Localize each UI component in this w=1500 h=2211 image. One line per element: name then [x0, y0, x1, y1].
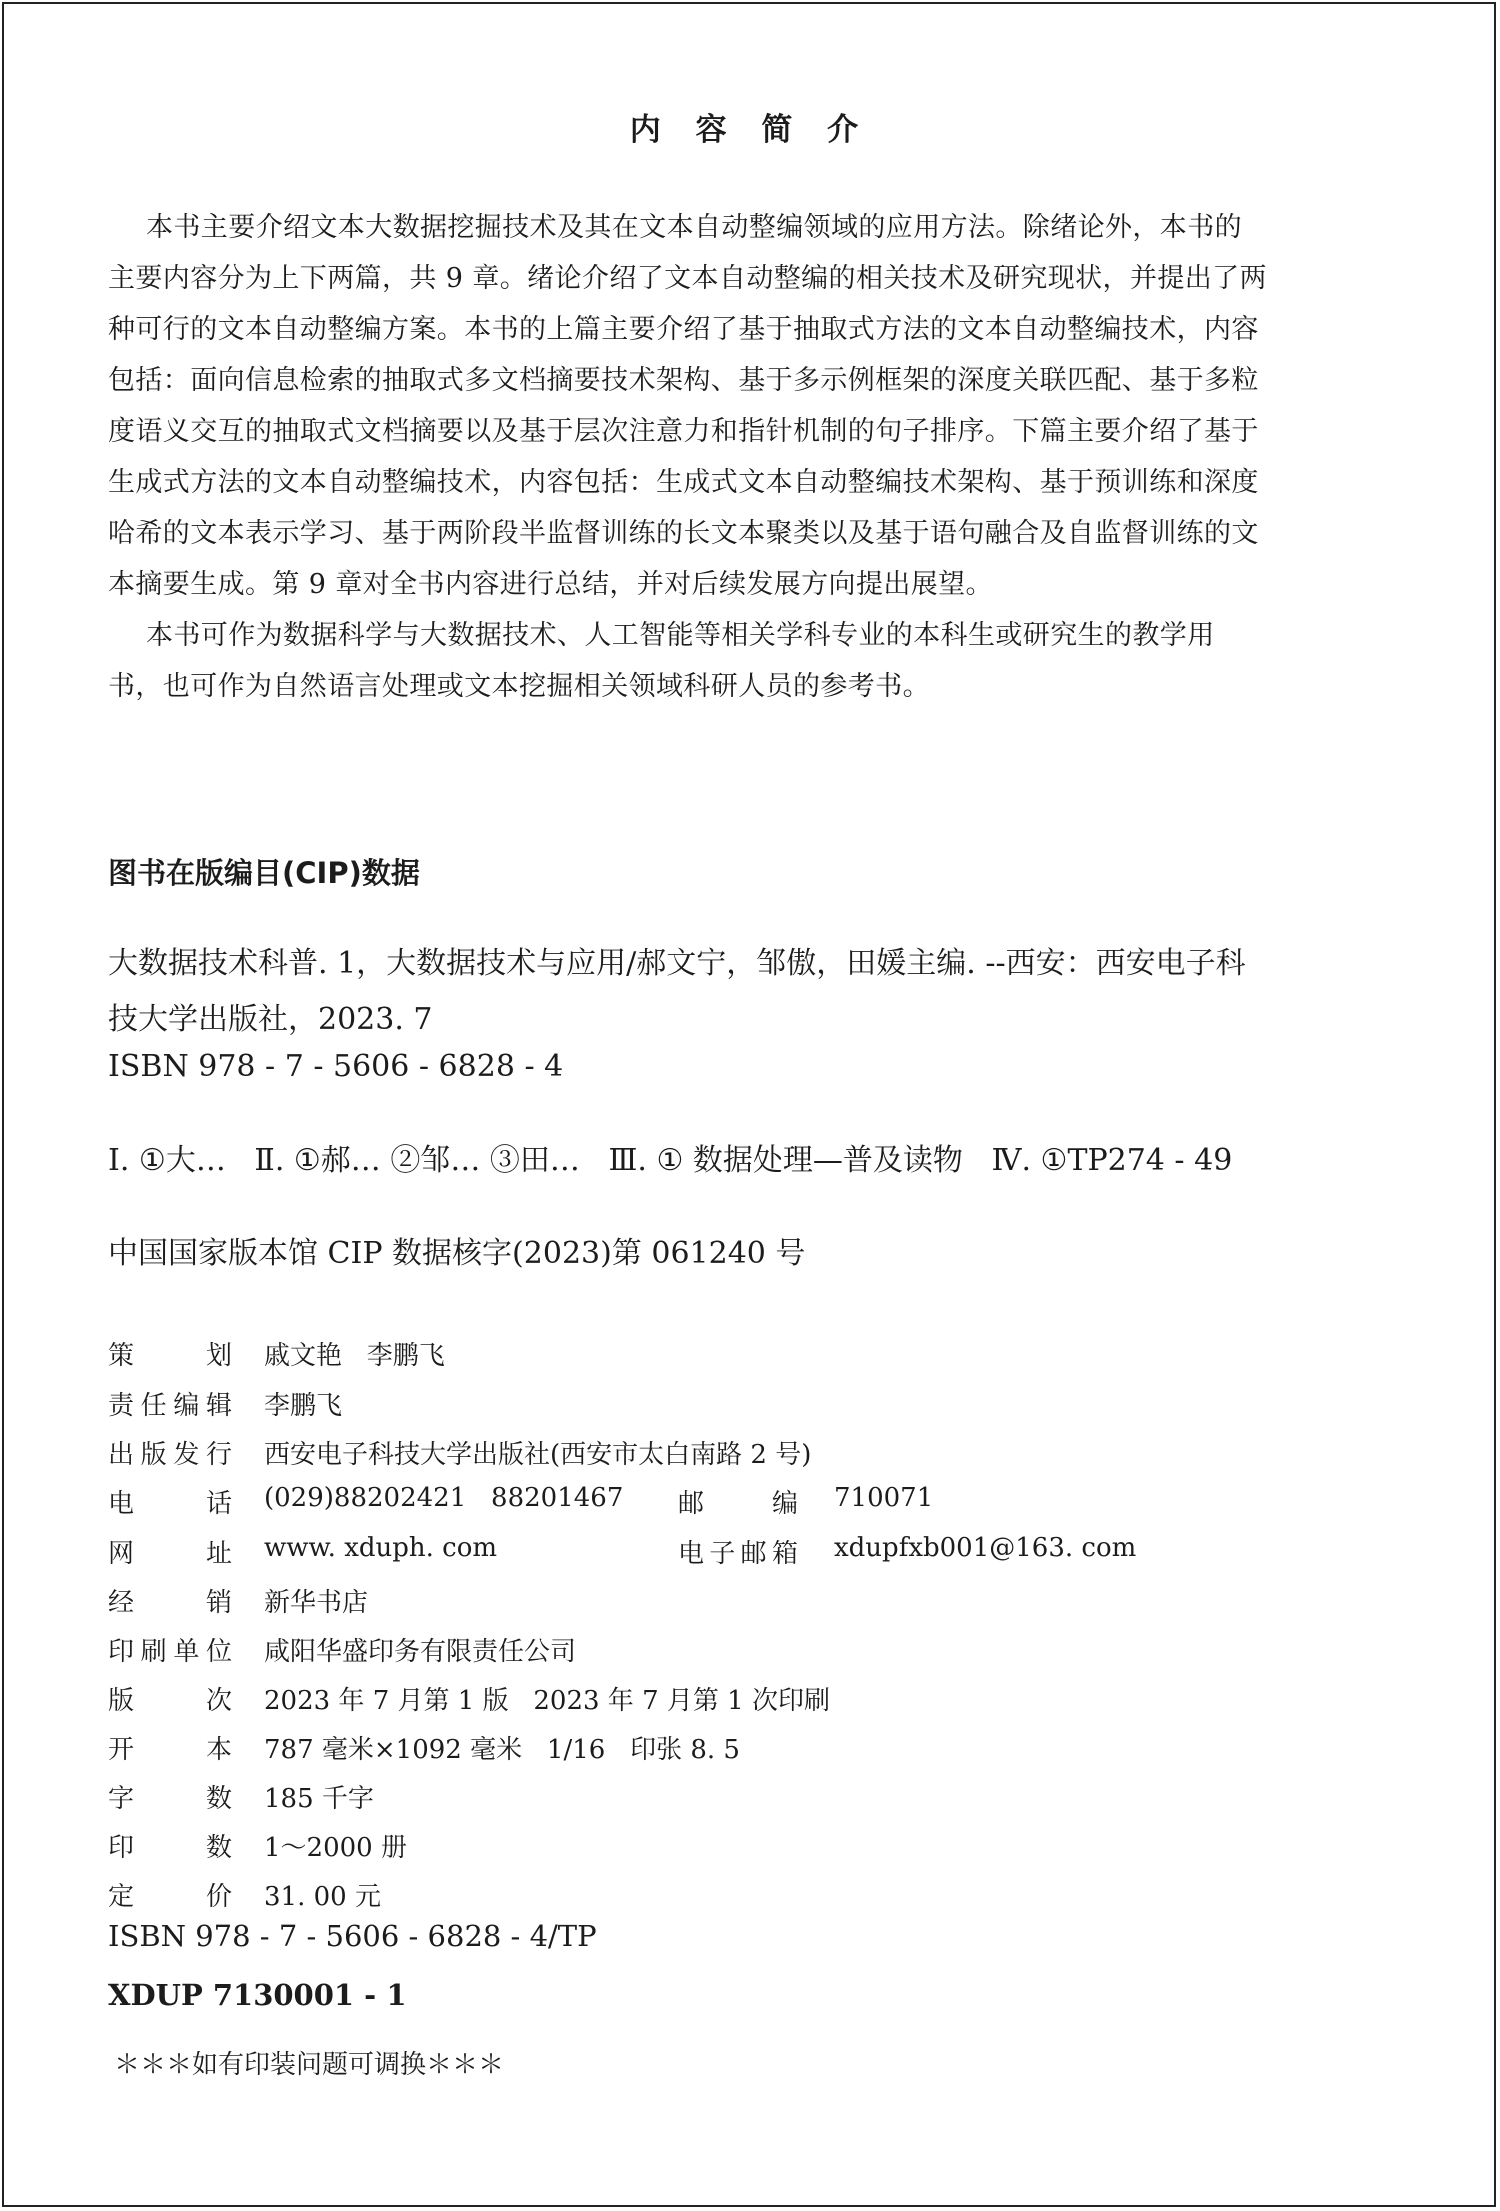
cip-bibliographic-line: 技大学出版社，2023. 7	[108, 1002, 433, 1037]
phone-label: 电话	[108, 1489, 232, 1519]
intro-line: 本书主要介绍文本大数据挖掘技术及其在文本自动整编领域的应用方法。除绪论外，本书的	[146, 212, 1242, 243]
print-defect-notice: ＊＊＊如有印装问题可调换＊＊＊	[114, 2050, 505, 2080]
cip-isbn: ISBN 978 - 7 - 5606 - 6828 - 4	[108, 1049, 564, 1084]
intro-line: 包括：面向信息检索的抽取式多文档摘要技术架构、基于多示例框架的深度关联匹配、基于多粒	[108, 365, 1259, 396]
intro-line: 哈希的文本表示学习、基于两阶段半监督训练的长文本聚类以及基于语句融合及自监督训练的文	[108, 518, 1259, 549]
postcode-value: 710071	[834, 1483, 934, 1513]
phone-value: (029)88202421 88201467	[264, 1483, 624, 1513]
price-value: 31. 00 元	[264, 1882, 381, 1912]
edition-value: 2023 年 7 月第 1 版 2023 年 7 月第 1 次印刷	[264, 1686, 830, 1716]
editor-label: 责任编辑	[108, 1391, 232, 1421]
edition-label: 版次	[108, 1686, 232, 1716]
distributor-label: 经销	[108, 1588, 232, 1618]
intro-title: 内 容 简 介	[629, 112, 871, 148]
cip-bibliographic-line: 大数据技术科普. 1，大数据技术与应用/郝文宁，邹傲，田媛主编. --西安：西安电子科	[108, 946, 1246, 981]
postcode-label: 邮编	[678, 1489, 798, 1519]
email-value: xdupfxb001@163. com	[834, 1533, 1137, 1563]
email-label: 电子邮箱	[678, 1539, 798, 1569]
cip-record-number: 中国国家版本馆 CIP 数据核字(2023)第 061240 号	[108, 1236, 806, 1271]
printer-value: 咸阳华盛印务有限责任公司	[264, 1637, 577, 1667]
website-value: www. xduph. com	[264, 1533, 498, 1563]
printrun-value: 1～2000 册	[264, 1833, 407, 1863]
format-label: 开本	[108, 1735, 232, 1765]
intro-line: 主要内容分为上下两篇，共 9 章。绪论介绍了文本自动整编的相关技术及研究现状，并提出了两	[108, 263, 1267, 294]
wordcount-label: 字数	[108, 1784, 232, 1814]
printer-label: 印刷单位	[108, 1637, 232, 1667]
intro-line: 本摘要生成。第 9 章对全书内容进行总结，并对后续发展方向提出展望。	[108, 569, 993, 600]
intro-line: 种可行的文本自动整编方案。本书的上篇主要介绍了基于抽取式方法的文本自动整编技术，内容	[108, 314, 1259, 345]
printrun-label: 印数	[108, 1833, 232, 1863]
distributor-value: 新华书店	[264, 1588, 369, 1618]
wordcount-value: 185 千字	[264, 1784, 374, 1814]
planner-label: 策划	[108, 1341, 232, 1371]
intro-line: 本书可作为数据科学与大数据技术、人工智能等相关学科专业的本科生或研究生的教学用	[146, 620, 1215, 651]
format-value: 787 毫米×1092 毫米 1/16 印张 8. 5	[264, 1735, 740, 1765]
cip-classification: Ⅰ. ①大… Ⅱ. ①郝… ②邹… ③田… Ⅲ. ① 数据处理—普及读物 Ⅳ. ①TP274 - 49	[108, 1143, 1233, 1178]
intro-line: 度语义交互的抽取式文档摘要以及基于层次注意力和指针机制的句子排序。下篇主要介绍了基于	[108, 416, 1259, 447]
intro-line: 生成式方法的文本自动整编技术，内容包括：生成式文本自动整编技术架构、基于预训练和深度	[108, 467, 1259, 498]
website-label: 网址	[108, 1539, 232, 1569]
publisher-label: 出版发行	[108, 1440, 232, 1470]
isbn-full: ISBN 978 - 7 - 5606 - 6828 - 4/TP	[108, 1919, 597, 1953]
xdup-code: XDUP 7130001 - 1	[108, 1978, 407, 2012]
editor-value: 李鹏飞	[264, 1391, 343, 1421]
cip-heading: 图书在版编目(CIP)数据	[108, 856, 420, 890]
publisher-value: 西安电子科技大学出版社(西安市太白南路 2 号)	[264, 1440, 812, 1470]
planner-value: 戚文艳 李鹏飞	[264, 1341, 445, 1371]
intro-line: 书，也可作为自然语言处理或文本挖掘相关领域科研人员的参考书。	[108, 671, 930, 702]
price-label: 定价	[108, 1882, 232, 1912]
